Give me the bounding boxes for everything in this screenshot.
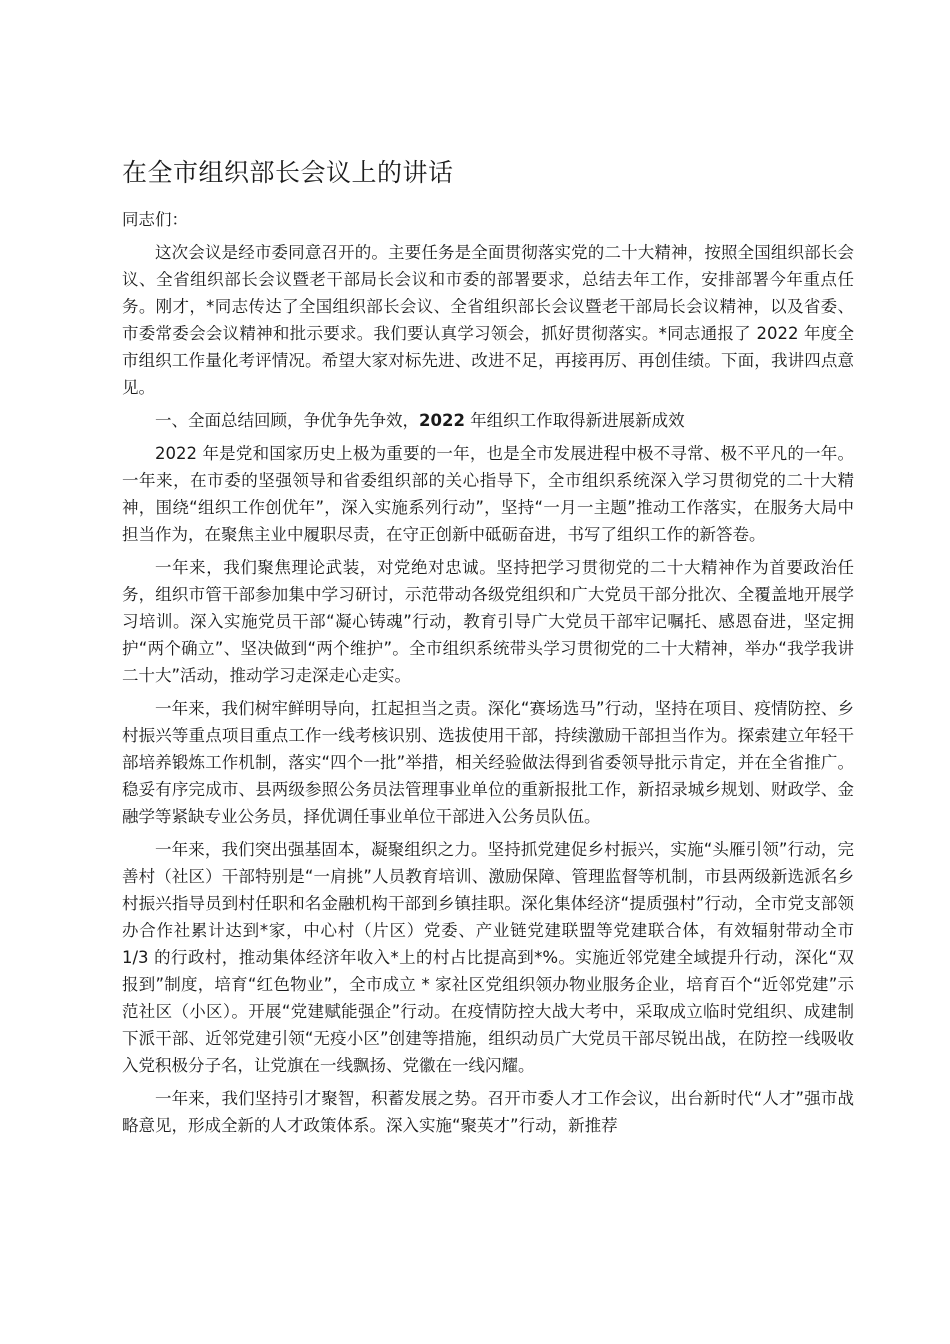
paragraph-2022-overview: 2022 年是党和国家历史上极为重要的一年，也是全市发展进程中极不寻常、极不平凡的一年。一年来，在市委的坚强领导和省委组织部的关心指导下，全市组织系统深入学习贯彻党的二十大精神，围绕“组织工作创优年”，深入实施系列行动”，坚持“一月一主题”推动工作落实，在服务大局中担当作为，在聚焦主业中履职尽责，在守正创新中砥砺奋进，书写了组织工作的新答卷。 [122,444,854,544]
section-heading-suffix: 年组织工作取得新进展新成效 [464,411,685,430]
section-heading-year: 2022 [419,411,465,430]
paragraph-intro: 这次会议是经市委同意召开的。主要任务是全面贯彻落实党的二十大精神，按照全国组织部长会议、全省组织部长会议暨老干部局长会议和市委的部署要求，总结去年工作，安排部署今年重点任务。刚才，*同志传达了全国组织部长会议、全省组织部长会议暨老干部局长会议精神，以及省委、市委常委会会议精神和批示要求。我们要认真学习领会，抓好贯彻落实。*同志通报了 2022 年度全市组织工作量化考评情况。希望大家对标先进、改进不足，再接再厉、再创佳绩。下面，我讲四点意见。 [122,243,854,397]
document-title: 在全市组织部长会议上的讲话 [122,158,454,187]
section-heading-1 [122,407,854,434]
salutation: 同志们： [122,210,188,229]
document-page [122,150,854,1145]
paragraph-grassroots: 一年来，我们突出强基固本，凝聚组织之力。坚持抓党建促乡村振兴，实施“头雁引领”行动，完善村（社区）干部特别是“一肩挑”人员教育培训、激励保障、管理监督等机制，市县两级新选派名乡村振兴指导员到村任职和名金融机构干部到乡镇挂职。深化集体经济“提质强村”行动，全市党支部领办合作社累计达到*家，中心村（片区）党委、产业链党建联盟等党建联合体，有效辐射带动全市 1/3 的行政村，推动集体经济年收入*上的村占比提高到*%。实施近邻党建全域提升行动，深化“双报到”制度，培育“红色物业”，全市成立 * 家社区党组织领办物业服务企业，培育百个“近邻党建”示范社区（小区）。开展“党建赋能强企”行动。在疫情防控大战大考中，采取成立临时党组织、成建制下派干部、近邻党建引领“无疫小区”创建等措施，组织动员广大党员干部尽锐出战，在防控一线吸收入党积极分子名，让党旗在一线飘扬、党徽在一线闪耀。 [122,840,854,1075]
paragraph-orientation: 一年来，我们树牢鲜明导向，扛起担当之责。深化“赛场选马”行动，坚持在项目、疫情防控、乡村振兴等重点项目重点工作一线考核识别、选拔使用干部，持续激励干部担当作为。探索建立年轻干部培养锻炼工作机制，落实“四个一批”举措，相关经验做法得到省委领导批示肯定，并在全省推广。稳妥有序完成市、县两级参照公务员法管理事业单位的重新报批工作，新招录城乡规划、财政学、金融学等紧缺专业公务员，择优调任事业单位干部进入公务员队伍。 [122,699,854,826]
paragraph-talent: 一年来，我们坚持引才聚智，积蓄发展之势。召开市委人才工作会议，出台新时代“人才”强市战略意见，形成全新的人才政策体系。深入实施“聚英才”行动，新推荐 [122,1089,854,1135]
paragraph-theory: 一年来，我们聚焦理论武装，对党绝对忠诚。坚持把学习贯彻党的二十大精神作为首要政治任务，组织市管干部参加集中学习研讨，示范带动各级党组织和广大党员干部分批次、全覆盖地开展学习培训。深入实施党员干部“凝心铸魂”行动，教育引导广大党员干部牢记嘱托、感恩奋进，坚定拥护“两个确立”、坚决做到“两个维护”。全市组织系统带头学习贯彻党的二十大精神，举办“我学我讲二十大”活动，推动学习走深走心走实。 [122,558,854,685]
section-heading-prefix: 一、全面总结回顾，争优争先争效， [155,411,419,430]
